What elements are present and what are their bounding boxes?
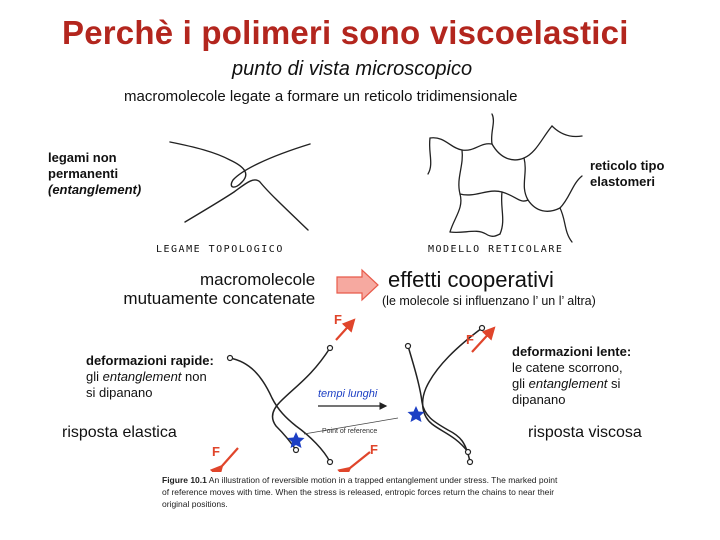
slow-deformation-note [512,344,631,408]
middle-left-text [123,270,316,308]
right-note-line-2: elastomeri [590,174,656,189]
middle-left-line-1: macromolecole [200,270,316,289]
network-model-figure [420,108,590,262]
caption-prefix: Figure 10.1 [162,475,207,485]
right-arrow-icon [336,268,380,302]
intro-text: macromolecole legate a formare un reticolo tridimensionale [124,88,518,105]
reference-point-label: Point of reference [322,428,378,435]
rapid-line-1-start: gli [86,369,103,384]
cooperative-effects-heading: effetti cooperativi [388,267,554,292]
rapid-line-2: si dipanano [86,385,153,400]
left-note-line-2: permanenti [48,166,119,181]
rapid-line-1-em: entanglement [102,369,182,384]
force-label-top-right: F [466,332,474,347]
rapid-line-1-end: non [181,369,207,384]
middle-left-line-2: mutuamente concatenate [123,289,316,308]
viscous-response-label: risposta viscosa [528,424,642,441]
left-note [48,150,141,198]
topological-bond-figure [150,112,325,262]
figure-caption [162,474,562,510]
slow-line-3: dipanano [512,392,566,407]
force-label-bottom-right: F [370,442,378,457]
rapid-heading: deformazioni rapide: [86,353,214,368]
slow-line-2 [512,376,631,392]
slow-line-2-end: si [607,376,621,391]
network-model-label: MODELLO RETICOLARE [428,244,564,255]
subtitle: punto di vista microscopico [232,58,473,80]
topological-bond-label: LEGAME TOPOLOGICO [156,244,284,255]
entanglement-stress-figure [200,306,520,472]
force-label-bottom-left: F [212,444,220,459]
topological-bond-drawing [150,112,325,262]
elastic-response-label: risposta elastica [62,424,177,441]
right-note-line-1: reticolo tipo [590,158,665,173]
slow-line-2-em: entanglement [528,376,608,391]
caption-text: An illustration of reversible motion in a trapped entanglement under stress. The marked point of reference moves with time. When the stress is released, entropic forces return the chains to near their original positions. [162,475,558,509]
rapid-line-1 [86,369,214,385]
slow-line-1: le catene scorrono, [512,360,623,375]
right-note [590,158,664,190]
network-model-drawing [420,108,590,262]
left-note-line-3: (entanglement) [48,182,142,197]
time-label: tempi lunghi [318,388,378,400]
left-note-line-1: legami non [48,150,117,165]
slow-line-2-start: gli [512,376,529,391]
slow-heading: deformazioni lente: [512,344,632,359]
force-label-top-left: F [334,312,342,327]
rapid-deformation-note [86,353,214,401]
page-title: Perchè i polimeri sono viscoelastici [62,14,629,51]
cooperative-effects-subtitle: (le molecole si influenzano l’ un l’ altra) [382,294,596,308]
